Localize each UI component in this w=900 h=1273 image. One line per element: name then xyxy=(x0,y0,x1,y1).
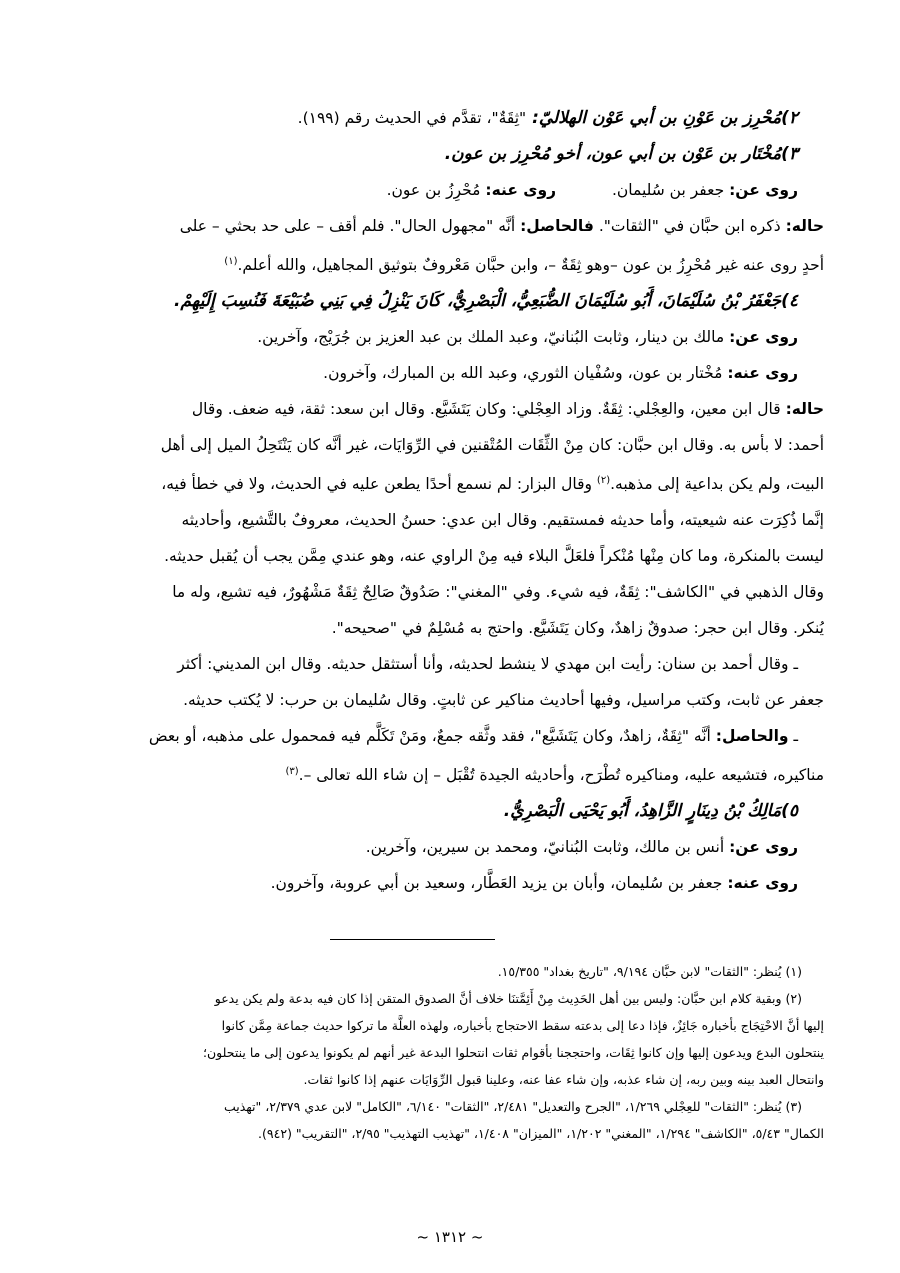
status-text: وقال الذهبي في "الكاشف": ثِقَةٌ، فيه شيء. وفي "المغني": صَدُوقٌ صَالِحٌ ثِقَةٌ مَشْهُورٌ، فيه تشيع، وله ما xyxy=(172,583,824,602)
footnote-1: (١) يُنظر: "الثقات" لابن حبَّان ٩/١٩٤، "تاريخ بغداد" ١٥/٣٥٥. xyxy=(497,964,802,979)
rawa-an-label: روى عن: xyxy=(729,838,798,857)
footnote-3: (٣) يُنظر: "الثقات" للعِجْلي ١/٢٦٩، "الجرح والتعديل" ٢/٤٨١، "الثقات" ٦/١٤٠، "الكامل" لابن عدي ٢/٣٧٩، "تهذيب xyxy=(223,1099,802,1114)
entry-3-title-line xyxy=(76,136,824,172)
entry-5-rawa-anhu-line xyxy=(76,865,824,901)
status-text: جعفر عن ثابت، وكتب مراسيل، وفيها أحاديث مناكير عن ثابتٍ. وقال سُليمان بن حرب: لا يُكتب حديثه. xyxy=(183,691,824,710)
status-text: أنَّه "ثِقَةٌ، زاهدٌ، وكان يَتَشَيَّع"، فقد وثَّقه جمعٌ، ومَنْ تَكَلَّم فيه فمحمول على مذهبه، أو بعض xyxy=(148,727,716,746)
entry-4-rawa-anhu-line xyxy=(76,355,824,391)
entry-4-status-line-8 xyxy=(76,646,824,682)
status-text: ـ وقال أحمد بن سنان: رأيت ابن مهدي لا ينشط لحديثه، وأنا أستثقل حديثه. وقال ابن المديني: أكثر xyxy=(177,655,798,674)
entry-4-status-line-4 xyxy=(76,502,824,538)
footnotes xyxy=(76,958,824,1147)
rawa-anhu-text: مُحْرِزُ بن عون. xyxy=(386,181,486,199)
footnote-2: (٢) وبقية كلام ابن حبَّان: وليس بين أهل الحَدِيث مِنْ أَئِمَّتنَا خلاف أنَّ الصدوق المتقن إذا كان فيه بدعة ولم يكن يدعو xyxy=(214,991,802,1006)
status-text: البيت، ولم يكن بداعية إلى مذهبه. xyxy=(610,475,824,494)
status-text: أحدٍ روى عنه غير مُحْرِزُ بن عون –وهو ثِقَةٌ –، وابن حبَّان مَعْروفٌ بتوثيق المجاهيل، والله أعلم. xyxy=(237,256,824,275)
entry-2-text: "ثِقَةٌ"، تقدَّم في الحديث رقم (١٩٩). xyxy=(297,109,527,127)
entry-3-status-line-2 xyxy=(76,244,824,283)
entry-4-status-line-2 xyxy=(76,427,824,463)
entry-4-status-line-6 xyxy=(76,574,824,610)
hal-text-2: أنَّه "مجهول الحال". فلم أقف – على حد بحثي – على xyxy=(179,217,521,235)
entry-3-status-line xyxy=(76,208,824,244)
hal-label: حاله: xyxy=(785,400,824,419)
entry-4-conclusion-line-2 xyxy=(76,754,824,793)
entry-2-line xyxy=(76,100,824,136)
hasil-label: والحاصل: xyxy=(715,727,789,746)
entry-4-rawa-an-line xyxy=(76,319,824,355)
entry-4-status-line-7 xyxy=(76,610,824,646)
rawa-an-label: روى عن: xyxy=(729,181,798,199)
entry-5-rawa-an-line xyxy=(76,829,824,865)
entry-4-conclusion-line xyxy=(76,718,824,754)
status-text: إنَّما ذُكِرَت عنه شيعيته، وأما حديثه فمستقيم. وقال ابن عدي: حسنُ الحديث، معروفٌ بالتَّشيع، وأحاديثه xyxy=(181,511,824,530)
entry-4-status-line-5 xyxy=(76,538,824,574)
footnote-ref-3[interactable]: (٣) xyxy=(285,766,299,778)
rawa-anhu-label: روى عنه: xyxy=(727,364,798,383)
entry-3-title: ٣)مُخْتَار بن عَوْن بن أبي عون، أخو مُحْرِز بن عون. xyxy=(444,144,798,164)
footnote-ref-1[interactable]: (١) xyxy=(224,256,238,267)
entry-4-status-line-9 xyxy=(76,682,824,718)
dash: ـ xyxy=(788,727,798,746)
rawa-an-label: روى عن: xyxy=(729,328,798,347)
status-text: أحمد: لا بأس به. وقال ابن حبَّان: كان مِنْ الثِّقَات المُتْقنين في الرِّوَايَات، غير أنَّه كان يَنْتَحِلُ الميل إلى أهل xyxy=(160,436,824,455)
status-text: يُنكر. وقال ابن حجر: صدوقٌ زاهدٌ، وكان يَتَشَيَّع. واحتج به مُسْلِمٌ في "صحيحه". xyxy=(331,619,824,638)
entry-4-status-line-3 xyxy=(76,463,824,502)
rawa-anhu-label: روى عنه: xyxy=(485,181,557,199)
page-body xyxy=(76,100,824,901)
footnote-separator xyxy=(330,939,495,940)
entry-5-title-line xyxy=(76,793,824,829)
rawa-anhu-text: مُخْتار بن عون، وسُفْيان الثوري، وعبد الله بن المبارك، وآخرون. xyxy=(323,364,728,383)
hal-label: حاله: xyxy=(785,217,824,235)
footnote-2-cont: ينتحلون البدع ويدعون إليها وإن كانوا ثِقَات، واحتججنا بأقوام ثقات انتحلوا البدعة غير أنهم لم يكونوا يدعون إلى ما ينتحلون؛ xyxy=(203,1045,824,1060)
status-text: ليست بالمنكرة، وما كان مِنْها مُنْكراً فلعَلَّ البلاء فيه مِنْ الراوي عنه، وهو عندي مِمَّن يجب أن يُقبل حديثه. xyxy=(164,547,824,566)
rawa-an-text: أنس بن مالك، وثابت البُنانيّ، ومحمد بن سيرين، وآخرين. xyxy=(365,838,730,857)
status-text: وقال البزار: لم نسمع أحدًا يطعن عليه في الحديث، ولا في خطأ فيه، xyxy=(161,475,597,494)
footnote-2-cont: وانتحال العبد بينه وبين ربه، إن شاء عذبه، وإن شاء عفا عنه، وعلينا قبول الرِّوَايَات عنهم إذا كانوا ثقات. xyxy=(303,1072,824,1087)
status-text: مناكيره، فتشيعه عليه، ومناكيره تُطْرَح، وأحاديثه الجيدة تُقْبَل – إن شاء الله تعالى –. xyxy=(298,766,824,785)
entry-2-title: ٢)مُحْرِز بن عَوْنِ بن أبي عَوْن الهلاليّ: xyxy=(526,108,798,128)
rawa-anhu-text: جعفر بن سُليمان، وأبان بن يزيد العَطَّار، وسعيد بن أبي عروبة، وآخرون. xyxy=(270,874,728,893)
entry-5-title: ٥)مَالِكُ بْنُ دِينَارٍ الزَّاهِدُ، أَبُو يَحْيَى الْبَصْرِيُّ. xyxy=(503,801,798,822)
entry-4-title-line xyxy=(76,283,824,319)
entry-3-narrators-line xyxy=(76,172,824,208)
hasil-label: فالحاصل: xyxy=(520,217,594,235)
hal-text: قال ابن معين، والعِجْلي: ثِقَةٌ. وزاد العِجْلي: وكان يَتَشَيَّع. وقال ابن سعد: ثقة، فيه ضعف. وقال xyxy=(191,400,786,419)
page-number: ~ ١٣١٢ ~ xyxy=(416,1228,484,1246)
entry-4-title: ٤)جَعْفَرُ بْنُ سُلَيْمَانَ، أَبُو سُلَيْمَانَ الضُّبَعِيُّ، الْبَصْرِيُّ، كَانَ يَنْزِلُ فِي بَنِي ضُبَيْعَةَ فَنُسِبَ إِلَيْهِمْ. xyxy=(174,291,798,312)
hal-text: ذكره ابن حبَّان في "الثقات". xyxy=(593,217,786,235)
rawa-anhu-label: روى عنه: xyxy=(727,874,798,893)
footnote-2-cont: إليها أنَّ الاحْتِجَاج بأخباره جَائِزٌ، فإذا دعا إلى بدعته سقط الاحتجاج بأخباره، ولهذه العلَّة ما تركوا حديث جماعة مِمَّن كانوا xyxy=(221,1018,824,1033)
rawa-an-text: مالك بن دينار، وثابت البُنانيّ، وعبد الملك بن عبد العزيز بن جُرَيْج، وآخرين. xyxy=(257,328,730,347)
footnote-3-cont: الكمال" ٥/٤٣، "الكاشف" ١/٢٩٤، "المغني" ١/٢٠٢، "الميزان" ١/٤٠٨، "تهذيب التهذيب" ٢/٩٥، "التقريب" (٩٤٢). xyxy=(258,1126,824,1141)
footnote-ref-2[interactable]: (٢) xyxy=(596,475,611,487)
entry-4-status-line-1 xyxy=(76,391,824,427)
rawa-an-text: جعفر بن سُليمان. xyxy=(611,181,730,199)
